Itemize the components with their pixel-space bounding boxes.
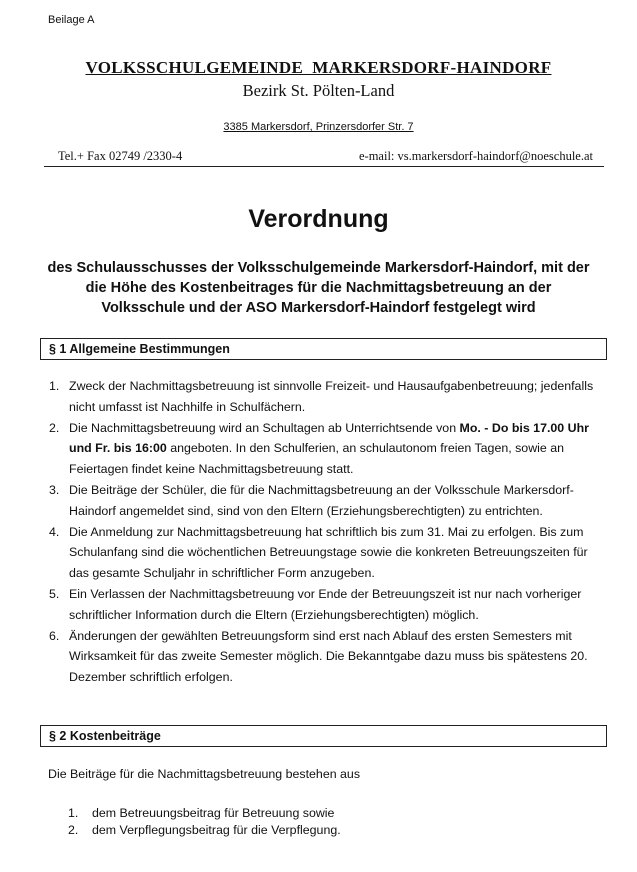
- section-2-intro: Die Beiträge für die Nachmittagsbetreuung bestehen aus: [48, 767, 361, 781]
- attachment-label: Beilage A: [48, 14, 95, 26]
- list-number: 3.: [49, 482, 60, 497]
- section-2-list: [68, 805, 588, 839]
- school-address: 3385 Markersdorf, Prinzersdorfer Str. 7: [223, 121, 414, 133]
- list-item: [68, 805, 588, 822]
- list-text: dem Verpflegungsbeitrag für die Verpflegung.: [92, 823, 341, 837]
- school-name: VOLKSSCHULGEMEINDE MARKERSDORF-HAINDORF: [85, 58, 552, 77]
- header-divider: [44, 166, 604, 167]
- list-item: [44, 522, 602, 584]
- list-item: [44, 376, 602, 418]
- list-text-part: Die Nachmittagsbetreuung wird an Schultagen ab Unterrichtsende von: [69, 420, 460, 435]
- list-item: [44, 418, 602, 480]
- list-text: Die Beiträge der Schüler, die für die Nachmittagsbetreuung an der Volksschule Markersdorf-Haindorf angemeldet sind, sind von den Eltern (Erziehungsberechtigten) zu entrichten.: [69, 482, 574, 518]
- list-number: 1.: [49, 379, 60, 393]
- list-text: Die Anmeldung zur Nachmittagsbetreuung hat schriftlich bis zum 31. Mai zu erfolgen. Bis zum Schulanfang sind die wöchentlichen Betreuungstage sowie die konkreten Betreuungszeiten für das gesamte Schuljahr in schriftlicher Form anzugeben.: [69, 524, 588, 581]
- list-text: Ein Verlassen der Nachmittagsbetreuung vor Ende der Betreuungszeit ist nur nach vorheriger schriftlicher Information durch die Eltern (Erziehungsberechtigten) möglich.: [69, 586, 582, 622]
- list-item: [44, 626, 602, 688]
- list-item: [44, 480, 602, 522]
- subtitle-line: die Höhe des Kostenbeitrages für die Nachmittagsbetreuung an der: [85, 280, 552, 296]
- subtitle-line: Volksschule und der ASO Markersdorf-Haindorf festgelegt wird: [101, 300, 536, 316]
- list-number: 1.: [68, 806, 79, 820]
- list-item: [44, 584, 602, 626]
- list-number: 6.: [49, 628, 60, 643]
- contact-line: [58, 149, 593, 164]
- list-text: [69, 421, 589, 477]
- list-text: Zweck der Nachmittagsbetreuung ist sinnvolle Freizeit- und Hausaufgabenbetreuung; jedenfalls nicht umfasst ist Nachhilfe in Schulfächern.: [69, 379, 594, 414]
- section-2-heading: § 2 Kostenbeiträge: [40, 725, 607, 747]
- section-1-list: [44, 376, 602, 688]
- document-title: Verordnung: [248, 205, 389, 233]
- list-number: 2.: [49, 420, 60, 435]
- list-item: [68, 822, 588, 839]
- list-text-bold: Mo. - Do bis 17.00 Uhr und Fr. bis 16:00: [69, 420, 589, 456]
- list-number: 2.: [68, 823, 79, 837]
- list-text: dem Betreuungsbeitrag für Betreuung sowie: [92, 806, 335, 820]
- list-text-part: angeboten. In den Schulferien, an schulautonom freien Tagen, sowie an Feiertagen findet keine Nachmittagsbetreuung statt.: [69, 441, 565, 477]
- list-text: Änderungen der gewählten Betreuungsform sind erst nach Ablauf des ersten Semesters mit Wirksamkeit für das zweite Semester möglich. Die Bekanntgabe dazu muss bis spätestens 20. Dezember schriftlich erfolgen.: [69, 628, 588, 685]
- district-name: Bezirk St. Pölten-Land: [242, 81, 395, 100]
- list-number: 4.: [49, 524, 60, 539]
- phone-fax: Tel.+ Fax 02749 /2330-4: [58, 149, 183, 163]
- email-address: e-mail: vs.markersdorf-haindorf@noeschule.at: [359, 149, 593, 163]
- document-subtitle: [40, 258, 597, 318]
- subtitle-line: des Schulausschusses der Volksschulgemeinde Markersdorf-Haindorf, mit der: [47, 260, 590, 276]
- section-1-heading: § 1 Allgemeine Bestimmungen: [40, 338, 607, 360]
- list-number: 5.: [49, 586, 60, 601]
